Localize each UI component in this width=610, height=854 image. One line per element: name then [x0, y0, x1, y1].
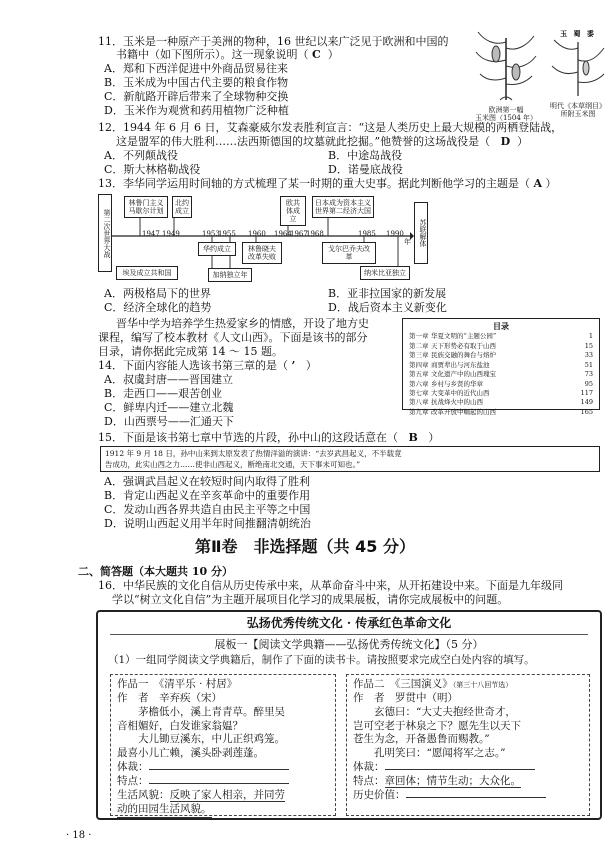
- toc-chapter-title: 商贾辈出与河东盐池: [431, 360, 490, 369]
- timeline-left-box: 第二次世界大战: [98, 194, 112, 272]
- q16-line1: 16．中华民族的文化自信从历史传承中来，从革命奋斗中来，从开拓建设中来。下面是九年级同: [98, 579, 563, 592]
- toc-row: [409, 332, 593, 341]
- year-1968: 1968: [306, 230, 324, 238]
- event-ec: 欧共体成立: [280, 196, 306, 226]
- section-2-heading: 二、简答题（本大题共 10 分）: [78, 565, 233, 578]
- toc-chapter: 第三章: [409, 351, 429, 360]
- q13-answer: A: [533, 177, 543, 190]
- q16-line2: 学以“树立文化自信”为主题开展项目化学习的成果展板，请你完成展板中的问题。: [112, 593, 509, 606]
- card2-value: 历史价值：: [353, 789, 583, 803]
- q11-answer: C: [312, 48, 321, 61]
- q13-option-d: D．战后资本主义新变化: [328, 301, 447, 314]
- toc-chapter: 第二章: [409, 341, 429, 350]
- toc-chapter-title: 天下形势必有取于山西: [431, 341, 496, 350]
- toc-chapter-title: 文化遗产中的山西瑰宝: [431, 370, 496, 379]
- toc-row: [409, 398, 593, 407]
- q13-option-b: B．亚非拉国家的新发展: [328, 287, 447, 300]
- card1-style-value2: 动的田园生活风貌。: [117, 803, 212, 818]
- section-2-title: 第Ⅱ卷 非选择题（共 45 分）: [195, 537, 415, 556]
- toc-page: 1: [588, 332, 593, 341]
- toc-row: [409, 380, 593, 389]
- toc-page: 95: [584, 379, 593, 388]
- reading-card-2: [346, 674, 590, 816]
- intro-line3: 目录，请你据此完成第 14 ～ 15 题。: [98, 345, 283, 358]
- event-gorbachev: 戈尔巴乔夫改革: [322, 242, 376, 264]
- card2-title: 作品二 《三国演义》（第三十八回节选）: [353, 678, 513, 690]
- year-1985: 1985: [358, 230, 376, 238]
- intro-line2: 课程，编写了校本教材《人文山西》。下面是该书的部分: [98, 331, 368, 344]
- card1-style: 生活风貌：反映了家人相亲，并同劳: [117, 788, 285, 801]
- q12-option-d: D．诺曼底战役: [328, 163, 403, 176]
- card1-poem3: 大儿锄豆溪东，中儿正织鸡笼。: [117, 733, 285, 746]
- intro-line1: 晋华中学为培养学生热爱家乡的情感，开设了地方史: [116, 317, 369, 330]
- q12-option-a: A．不列颠战役: [104, 149, 178, 162]
- figure-right-caption: 明代《本草纲目》 所附玉米图: [550, 102, 606, 119]
- year-1967: 1967: [290, 230, 308, 238]
- year-1960: 1960: [248, 230, 266, 238]
- q15-option-c: C．发动山西各界共造自由民主平等之中国: [104, 503, 311, 516]
- year-1949: 1949: [162, 230, 180, 238]
- toc-chapter-title: 抗战烽火中的山西: [431, 398, 483, 407]
- toc-chapter-title: 大变革中的近代山西: [431, 388, 490, 397]
- event-namibia: 纳米比亚独立: [360, 266, 410, 280]
- q15-option-d: D．说明山西起义用半年时间推翻清朝统治: [104, 517, 311, 530]
- card1-poem1: 茅檐低小，溪上青青草。醉里吴: [117, 705, 285, 718]
- timeline-diagram: [98, 192, 428, 284]
- event-truman-doctrine: 林鲁门主义马歇尔计划: [124, 196, 168, 218]
- q14-option-c: C．鲜卑内迁——建立北魏: [104, 401, 234, 414]
- toc-row: [409, 408, 593, 417]
- card2-text2: 岂可空老于林泉之下？愿先生以天下: [353, 719, 521, 732]
- card2-value-blank[interactable]: [406, 797, 546, 798]
- year-unit: 年: [404, 238, 411, 246]
- board-divider: [110, 634, 588, 635]
- card2-text4: 孔明笑曰：“愿闻将军之志。”: [353, 747, 506, 760]
- toc-page: 165: [580, 407, 593, 416]
- toc-page: 117: [580, 388, 593, 397]
- card1-poem4: 最喜小儿亡赖，溪头卧剥莲蓬。: [117, 747, 264, 760]
- q12-stem-line1: 12．1944 年 6 月 6 日，艾森豪威尔发表胜利宣言：“这是人类历史上最大规模的两栖登陆战，: [98, 121, 563, 134]
- q12-answer: D: [500, 135, 511, 148]
- event-khrushchev: 林鲁晓夫改革失败: [242, 242, 282, 264]
- q13-stem: 13．李华同学运用时间轴的方式梳理了某一时期的重大史事。据此判断他学习的主题是（ A ）: [98, 177, 557, 190]
- q12-option-b: B．中途岛战役: [328, 149, 403, 162]
- year-1947: 1947: [142, 230, 160, 238]
- card1-feature: 特点：: [117, 775, 329, 789]
- q11-option-b: B．玉米成为中国古代主要的粮食作物: [104, 76, 289, 89]
- toc-row: [409, 389, 593, 398]
- card2-text1: 玄德曰：“大丈夫抱经世奇才，: [353, 705, 516, 718]
- toc-row: [409, 342, 593, 351]
- event-japan: 日本成为资本主义世界第二经济大国: [312, 196, 374, 218]
- q11-stem-line1: 11．玉米是一种原产于美洲的物种，16 世纪以来广泛见于欧洲和中国的: [98, 35, 449, 48]
- corn-illustration-europe: [474, 30, 538, 123]
- q15-quote-line1: 1912 年 9 月 18 日，孙中山来到太原发表了热情洋溢的演讲：“去岁武昌起义，不半载竟: [105, 449, 402, 458]
- event-nato: 北约成立: [172, 196, 192, 218]
- toc-chapter-title: 改革开放中崛起的山西: [431, 407, 496, 416]
- q11-option-a: A．郑和下西洋促进中外商品贸易往来: [104, 62, 288, 75]
- toc-page: 73: [584, 370, 593, 379]
- q11-option-d: D．玉米作为观赏和药用植物广泛种植: [104, 104, 289, 117]
- table-of-contents: [402, 318, 600, 416]
- card1-genre: 体裁：: [117, 761, 329, 775]
- board-title: 弘扬优秀传统文化 · 传承红色革命文化: [246, 616, 452, 630]
- year-1964: 1964: [274, 230, 292, 238]
- q15-option-b: B．肯定山西起义在辛亥革命中的重要作用: [104, 489, 311, 502]
- reading-card-1: [110, 674, 336, 816]
- year-1990: 1990: [386, 230, 404, 238]
- toc-chapter: 第七章: [409, 388, 429, 397]
- corn-illustration-bencao: [548, 29, 608, 119]
- toc-page: 149: [580, 398, 593, 407]
- q12-option-c: C．斯大林格勒战役: [104, 163, 201, 176]
- toc-row: [409, 361, 593, 370]
- toc-chapter-title: 华夏文明的“主题公园”: [431, 332, 497, 341]
- q14-option-d: D．山西票号——汇通天下: [104, 415, 234, 428]
- card2-genre: 体裁：: [353, 761, 583, 775]
- toc-title: 目录: [493, 321, 509, 331]
- toc-page: 33: [584, 351, 593, 360]
- card2-author: 作 者 罗贯中（明）: [353, 691, 458, 704]
- card1-author: 作 者 辛弃疾（宋）: [117, 691, 222, 704]
- q13-option-c: C．经济全球化的趋势: [104, 301, 212, 314]
- year-1953: 1953: [202, 230, 220, 238]
- q14-option-b: B．走西口——艰苦创业: [104, 387, 223, 400]
- toc-chapter: 第四章: [409, 360, 429, 369]
- event-egypt: 埃及成立共和国: [116, 266, 178, 280]
- toc-chapter: 第一章: [409, 332, 429, 341]
- card2-text3: 苍生为念，开备愚鲁而赐教。”: [353, 733, 490, 746]
- q14-answer: ’: [291, 359, 296, 372]
- panel-title: 展板一【阅读文学典籍——弘扬优秀传统文化】（5 分）: [214, 638, 484, 652]
- toc-page: 15: [584, 341, 593, 350]
- toc-chapter: 第五章: [409, 370, 429, 379]
- event-warsaw: 华约成立: [198, 242, 236, 256]
- card2-feature: 特点：章回体；情节生动；大众化。: [353, 775, 521, 788]
- figure-left-caption: 欧洲第一幅 玉米图（1504 年）: [474, 105, 538, 123]
- q12-stem-line2: 这是盟军的伟大胜利……法西斯德国的坟墓就此挖掘。”他赞誉的这场战役是（ D ）: [116, 135, 529, 148]
- year-1955: 1955: [218, 230, 236, 238]
- toc-chapter-title: 乡村与乡贤的华章: [431, 379, 483, 388]
- q11-option-c: C．新航路开辟后带来了全球物种交换: [104, 90, 289, 103]
- card2-genre-blank[interactable]: [385, 769, 535, 770]
- event-ghana: 加纳独立年: [208, 268, 252, 282]
- q15-option-a: A．强调武昌起义在较短时间内取得了胜利: [104, 475, 310, 488]
- toc-chapter: 第六章: [409, 379, 429, 388]
- page-number: · 18 ·: [66, 830, 92, 841]
- toc-chapter: 第九章: [409, 407, 429, 416]
- card1-title: 作品一 《清平乐 · 村居》: [117, 678, 238, 690]
- q14-option-a: A．叔虞封唐——晋国建立: [104, 373, 233, 386]
- figure-right-label: 玉 蜀 黍: [560, 29, 596, 38]
- q15-quote-box: [100, 446, 600, 472]
- q15-quote-line2: 告成功，此实山西之力……使非山西起义，断绝南北交通，天下事未可知也。”: [105, 459, 361, 469]
- exhibition-board: [96, 610, 602, 820]
- q14-stem: 14．下面内容能人选该书第三章的是（ ’ ）: [98, 359, 317, 372]
- card1-genre-blank[interactable]: [149, 769, 289, 770]
- toc-chapter-title: 民族交融的舞台与熔炉: [431, 351, 496, 360]
- q15-stem: 15．下面是该书第七章中节选的片段，孙中山的这段话意在（ B ）: [98, 431, 440, 444]
- toc-chapter: 第八章: [409, 398, 429, 407]
- q13-option-a: A．两极格局下的世界: [104, 287, 211, 300]
- toc-row: [409, 351, 593, 360]
- card1-feature-blank[interactable]: [149, 783, 289, 784]
- toc-row: [409, 370, 593, 379]
- panel-instruction: （1）一组同学阅读文学典籍后，制作了下面的读书卡。请按照要求完成空白处内容的填写。: [108, 654, 535, 667]
- q15-answer: B: [408, 431, 418, 444]
- card1-poem2: 音相媚好，白发谁家翁媪？: [117, 719, 243, 732]
- q11-stem-line2: 书籍中（如下图所示）。这一现象说明（ C ）: [116, 48, 339, 61]
- toc-page: 51: [584, 360, 593, 369]
- timeline-right-box: 苏联解体: [414, 202, 428, 264]
